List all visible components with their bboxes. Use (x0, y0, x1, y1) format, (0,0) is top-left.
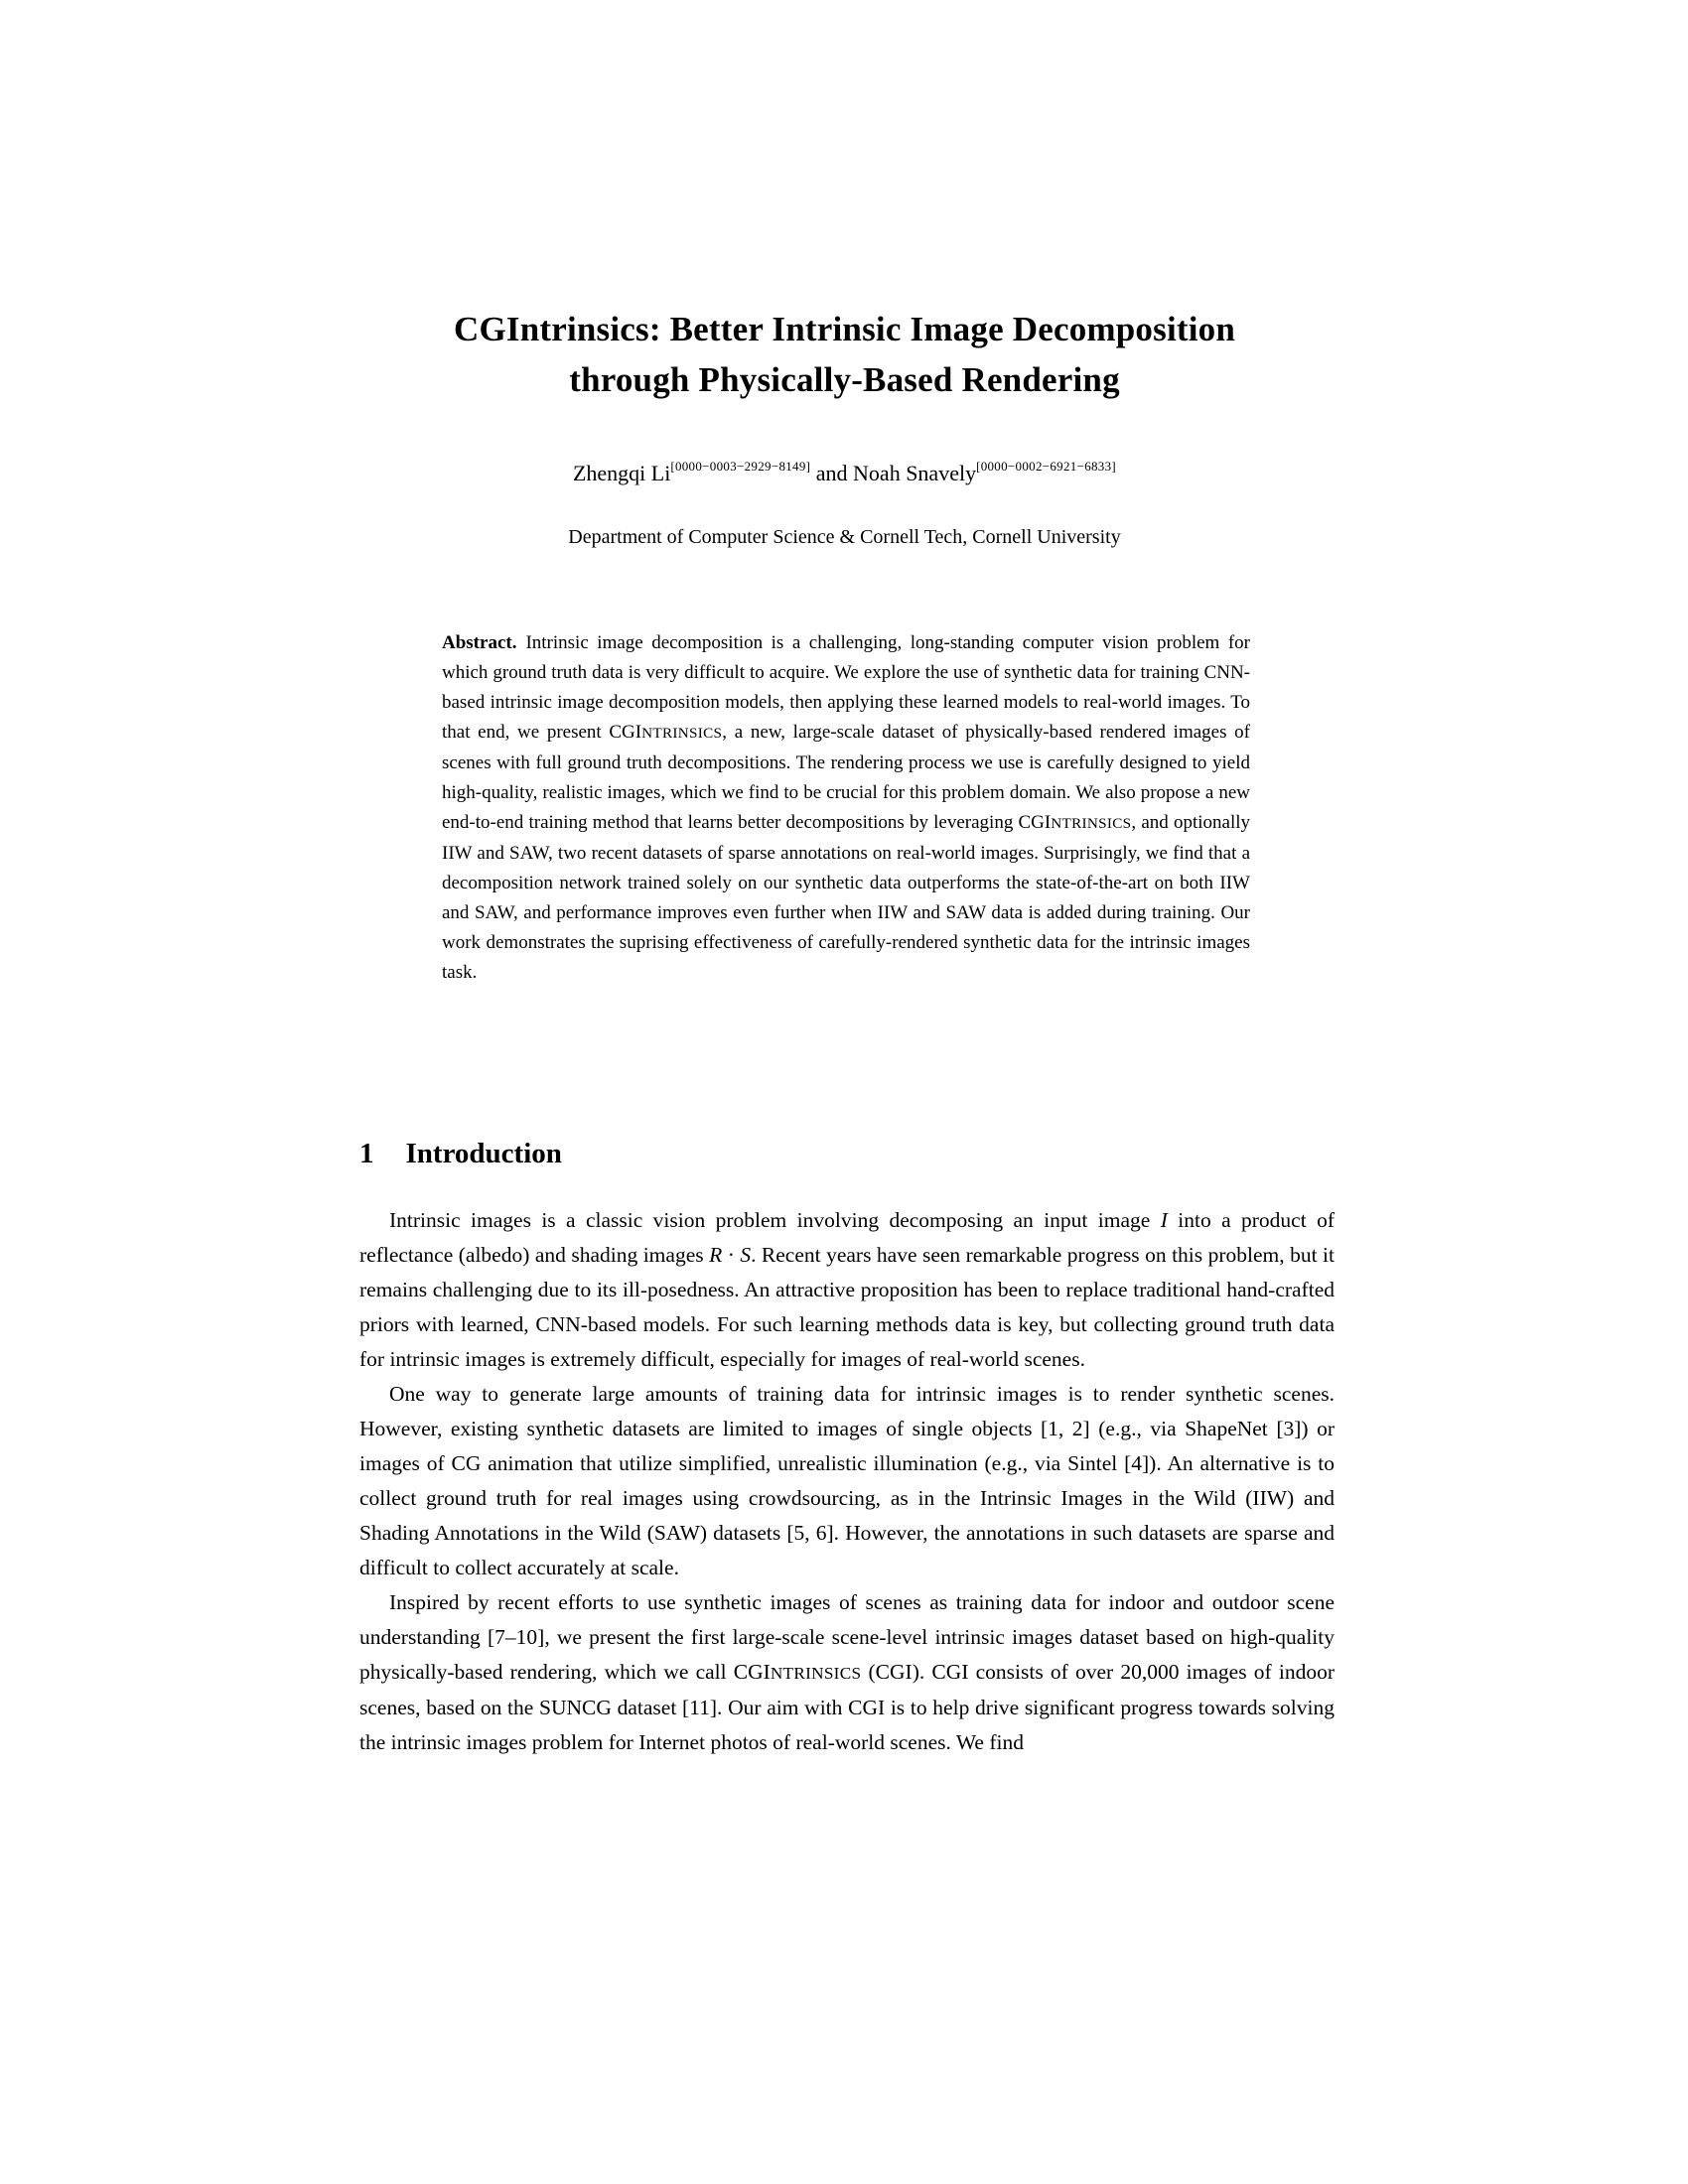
abstract-text: Intrinsic image decomposition is a challenging, long-standing computer vision problem for which ground truth data is very difficult to acquire. We explore the use of synthetic data for training CNN-based intrinsic image decomposition models, then applying these learned models to real-world images. To that end, we present CGINTRINSICS, a new, large-scale dataset of physically-based rendered images of scenes with full ground truth decompositions. The rendering process we use is carefully designed to yield high-quality, realistic images, which we find to be crucial for this problem domain. We also propose a new end-to-end training method that learns better decompositions by leveraging CGINTRINSICS, and optionally IIW and SAW, two recent datasets of sparse annotations on real-world images. Surprisingly, we find that a decomposition network trained solely on our synthetic data outperforms the state-of-the-art on both IIW and SAW, and performance improves even further when IIW and SAW data is added during training. Our work demonstrates the suprising effectiveness of carefully-rendered synthetic data for the intrinsic images task. (442, 632, 1250, 983)
abstract-label: Abstract. (442, 632, 517, 653)
paper-title (355, 304, 1334, 405)
author-name-2: Noah Snavely (853, 461, 977, 485)
author-line (355, 457, 1334, 493)
section-number: 1 (359, 1138, 374, 1169)
section-title: Introduction (405, 1138, 562, 1169)
affiliation: Department of Computer Science & Cornell Tech, Cornell University (568, 526, 1121, 548)
author-separator: and (810, 461, 854, 485)
intro-paragraph-3: Inspired by recent efforts to use synthetic images of scenes as training data for indoor and outdoor scene understanding [7–10], we present the first large-scale scene-level intrinsic images dataset based on high-quality physically-based rendering, which we call CGINTRINSICS (CGI). CGI consists of over 20,000 images of indoor scenes, based on the SUNCG dataset [11]. Our aim with CGI is to help drive significant progress towards solving the intrinsic images problem for Internet photos of real-world scenes. We find (359, 1590, 1335, 1754)
intro-paragraph-1: Intrinsic images is a classic vision problem involving decomposing an input image I into a product of reflectance (albedo) and shading images R · S. Recent years have seen remarkable progress on this problem, but it remains challenging due to its ill-posedness. An attractive proposition has been to replace traditional hand-crafted priors with learned, CNN-based models. For such learning methods data is key, but collecting ground truth data for intrinsic images is extremely difficult, especially for images of real-world scenes. (359, 1208, 1336, 1371)
author-orcid-2: [0000−0002−6921−6833] (976, 459, 1117, 474)
section-heading-introduction (359, 1133, 1337, 1174)
introduction-body (359, 1203, 1335, 1760)
author-name-1: Zhengqi Li (572, 461, 671, 485)
author-orcid-1: [0000−0003−2929−8149] (670, 459, 811, 474)
intro-paragraph-2: One way to generate large amounts of training data for intrinsic images is to render synthetic scenes. However, existing synthetic datasets are limited to images of single objects [1, 2] (e.g., via ShapeNet [3]) or images of CG animation that utilize simplified, unrealistic illumination (e.g., via Sintel [4]). An alternative is to collect ground truth for real images using crowdsourcing, as in the Intrinsic Images in the Wild (IIW) and Shading Annotations in the Wild (SAW) datasets [5, 6]. However, the annotations in such datasets are sparse and difficult to collect accurately at scale. (359, 1382, 1335, 1579)
abstract-block (442, 628, 1250, 988)
paper-title-line1: CGIntrinsics: Better Intrinsic Image Decomposition (453, 310, 1236, 348)
paper-title-line2: through Physically-Based Rendering (569, 360, 1120, 399)
